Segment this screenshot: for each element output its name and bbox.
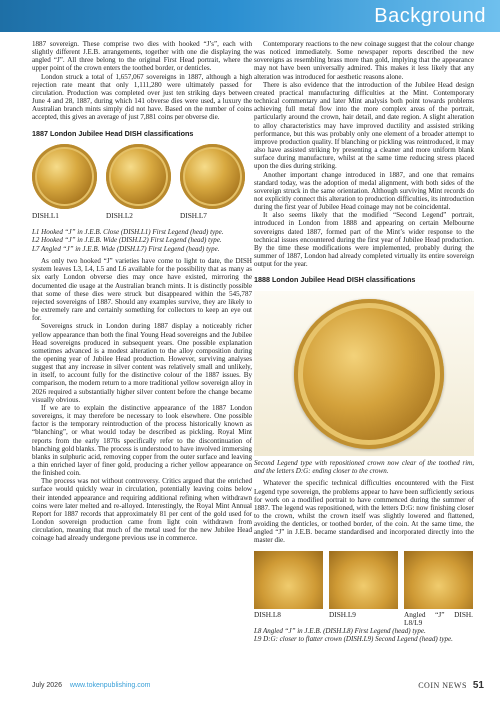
coin-photo-row (32, 144, 252, 209)
magazine-name: COIN NEWS (418, 681, 467, 690)
detail-label: Angled “J” DISH. L8/L9 (404, 609, 473, 627)
page-footer (32, 680, 484, 694)
coin-image (106, 144, 171, 209)
paragraph: As only two hooked “J” varieties have come to light to date, the DISH system leaves L3, L4, L5 and L6 available for the possibility that as many as six early London obverse dies may once have existed, mirroring the documented die usage at the Australian branch mints. It is distinctly possible that some of these dies were struck but disappeared within the 545,787 rejected sovereigns of 1887. Should any examples survive, they are likely to be extremely rare and certainly something for collectors to keep an eye out for. (32, 257, 252, 323)
paragraph: 1887 sovereign. These comprise two dies with hooked “J’s”, each with slightly different J.E.B. arrangements, together with one die displaying the angled “J”. All three belong to the original First Head portrait, where the upper point of the crown enters the toothed border, or denticles. (32, 40, 252, 73)
coin-label: DISH.L1 (32, 210, 59, 220)
coin-image (180, 144, 245, 209)
right-column (254, 40, 474, 644)
website-link[interactable]: www.tokenpublishing.com (69, 682, 151, 689)
figure-caption: L8 Angled “J” in J.E.B. (DISH.L8) First Legend (head) type. (254, 626, 426, 635)
coin-label: DISH.L2 (106, 210, 133, 220)
left-column (32, 40, 252, 543)
section-subheading: 1888 London Jubilee Head DISH classifications (254, 275, 416, 285)
paragraph: Whatever the specific technical difficulties encountered with the First Legend type sovereign, the problems appear to have been sufficiently serious for work on a modified portrait to have commenced during the summer of 1887. The legend was repositioned, with the letters D:G: now finishing closer to the crown, whilst the crown itself was slightly lowered and flattened, avoiding the denticles, or toothed border, of the coin. At the same time, the angled “J” in J.E.B. became standardised and incorporated directly into the master die. (254, 479, 474, 545)
coin-label: DISH.L7 (180, 210, 207, 220)
coin-detail-image (254, 551, 323, 609)
section-subheading: 1887 London Jubilee Head DISH classifications (32, 128, 194, 138)
paragraph: If we are to explain the distinctive appearance of the 1887 London sovereigns, it may therefore be necessary to look elsewhere. One possible factor is the temporary reintroduction of the process historically known as “blanching”, or what would today be described as pickling. Royal Mint reports from the early 1870s specifically refer to the discontinuation of blanching gold blanks. The process is understood to have involved immersing blanks in sulphuric acid, removing copper from the outer surface and leaving a thin enriched layer of finer gold, producing a richer yellow appearance on the finished coin. (32, 403, 252, 478)
figure-caption: Second Legend type with repositioned crown now clear of the toothed rim, and the letters D:G: ending closer to the crown. (254, 458, 474, 475)
paragraph: There is also evidence that the introduction of the Jubilee Head design created practical manufacturing difficulties at the Mint. Contemporary technical commentary and later Mint analysis both point towards problems achieving full metal flow into the more complex areas of the portrait, particularly around the crown, hair detail, and date region. A slight alteration to alloy characteristics may have improved ductility and assisted striking performance, but this was probably only one element of a broader attempt to improve production quality. If blanching or pickling was reintroduced, it may also have assisted striking by presenting a cleaner and more uniform blank surface during manufacture, whilst at the same time reducing stress placed upon the dies during striking. (254, 80, 474, 171)
paragraph: London struck a total of 1,657,067 sovereigns in 1887, although a high rejection rate meant that only 1,111,280 were ultimately passed for circulation. Production was completed over just ten striking days between June 4 and 28, 1887, during which 141 obverse dies were used, a luxury the Australian branch mints simply did not have. Based on the number of coins accepted, this gives an average of just 7,881 coins per obverse die. (32, 72, 252, 122)
paragraph: It also seems likely that the modified “Second Legend” portrait, introduced in London from 1888 and appearing on certain Melbourne sovereigns dated 1887, formed part of the Mint’s wider response to the technical issues encountered during the first year of Jubilee Head production. By the time these modifications were implemented, probably during the summer of 1887, London had already completed virtually its entire sovereign output for the year. (254, 211, 474, 269)
coin-detail-image (404, 551, 473, 609)
figure-caption: L9 D:G: closer to flatter crown (DISH.L9) Second Legend (head) type. (254, 635, 453, 644)
detail-labels (254, 611, 474, 627)
paragraph: Contemporary reactions to the new coinage suggest that the colour change was noticed immediately. Some newspaper reports described the new sovereigns as resembling brass more than gold, implying that the appearance may not have been universally admired. This makes it less likely that any alteration was introduced for aesthetic reasons alone. (254, 40, 474, 81)
large-coin-photo (254, 291, 474, 456)
detail-photo-row (254, 551, 474, 609)
coin-image (294, 299, 444, 449)
section-header-bar (0, 0, 500, 32)
coin-detail-image (329, 551, 398, 609)
footer-right (418, 680, 484, 691)
detail-label: DISH.L8 (254, 609, 281, 619)
footer-left (32, 682, 150, 689)
detail-label: DISH.L9 (329, 609, 356, 619)
coin-image (32, 144, 97, 209)
paragraph: Another important change introduced in 1887, and one that remains standard today, was the adoption of medal alignment, with both sides of the sovereign struck in the same orientation. Although surviving Mint records do not explicitly connect this alteration to production difficulties, its introduction during the first year of Jubilee Head coinage may not be coincidental. (254, 170, 474, 212)
figure-caption: L7 Angled “J” in J.E.B. Wide (DISH.L7) First Legend (head) type. (32, 244, 220, 253)
figure-caption: L2 Hooked “J” in J.E.B. Wide (DISH.L2) First Legend (head) type. (32, 236, 222, 245)
paragraph: The process was not without controversy. Critics argued that the enriched surface would quickly wear in circulation, potentially leaving coins below their intended appearance and requiring additional refining when withdrawn coins were later melted and re-alloyed. Interestingly, the Royal Mint Annual Report for 1887 records that approximately 81 per cent of the gold used for London sovereign production came from light coin withdrawn from circulation, meaning that much of the metal used for the new Jubilee Head coinage had already undergone previous use in commerce. (32, 477, 252, 543)
coin-labels (32, 212, 252, 220)
figure-caption: L1 Hooked “J” in J.E.B. Close (DISH.L1) First Legend (head) type. (32, 227, 224, 236)
paragraph: Sovereigns struck in London during 1887 display a noticeably richer yellow appearance than both the final Young Head sovereigns and the Jubilee Head sovereigns produced in subsequent years. One possible explanation sometimes advanced is a modest alteration to the alloy composition during the opening year of Jubilee Head production. However, surviving analyses suggest that any increase in silver content was relatively small and unlikely, in itself, to account fully for the distinctive colour of the 1887 issues. By comparison, the modern return to a more traditional yellow sovereign alloy in 2026 required a substantially higher silver content before the change became visually obvious. (32, 322, 252, 404)
page-number: 51 (472, 680, 484, 691)
section-title: Background (374, 5, 486, 27)
issue-date: July 2026 (32, 682, 62, 689)
